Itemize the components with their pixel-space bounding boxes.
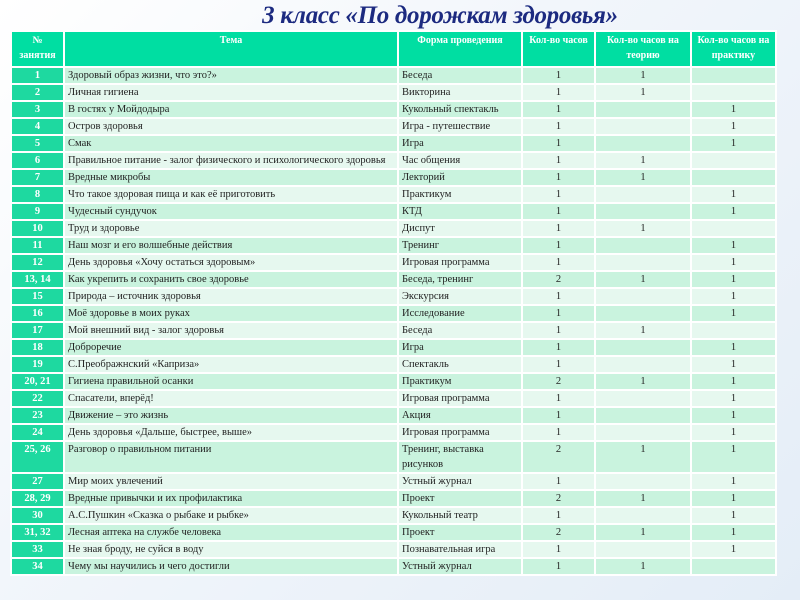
lesson-topic: Личная гигиена bbox=[64, 84, 398, 101]
lesson-form: Кукольный спектакль bbox=[398, 101, 522, 118]
header-number: № занятия bbox=[11, 31, 64, 67]
table-row bbox=[11, 237, 776, 254]
lesson-number: 23 bbox=[11, 407, 64, 424]
lesson-practice-hours bbox=[691, 169, 776, 186]
lesson-practice-hours: 1 bbox=[691, 135, 776, 152]
header-hours: Кол-во часов bbox=[522, 31, 595, 67]
lesson-topic: В гостях у Мойдодыра bbox=[64, 101, 398, 118]
lesson-number: 5 bbox=[11, 135, 64, 152]
lesson-form: Беседа bbox=[398, 322, 522, 339]
lesson-number: 13, 14 bbox=[11, 271, 64, 288]
lesson-form: КТД bbox=[398, 203, 522, 220]
lesson-form: Познавательная игра bbox=[398, 541, 522, 558]
lesson-theory-hours bbox=[595, 390, 691, 407]
lesson-form: Тренинг bbox=[398, 237, 522, 254]
lesson-theory-hours: 1 bbox=[595, 490, 691, 507]
lesson-hours: 1 bbox=[522, 322, 595, 339]
lesson-number: 6 bbox=[11, 152, 64, 169]
lesson-practice-hours: 1 bbox=[691, 339, 776, 356]
table-row bbox=[11, 407, 776, 424]
lesson-theory-hours: 1 bbox=[595, 84, 691, 101]
lesson-theory-hours: 1 bbox=[595, 524, 691, 541]
lesson-form: Викторина bbox=[398, 84, 522, 101]
lesson-number: 8 bbox=[11, 186, 64, 203]
table-row bbox=[11, 135, 776, 152]
lesson-topic: День здоровья «Хочу остаться здоровым» bbox=[64, 254, 398, 271]
lesson-hours: 1 bbox=[522, 101, 595, 118]
lesson-theory-hours bbox=[595, 203, 691, 220]
lesson-theory-hours bbox=[595, 305, 691, 322]
lesson-practice-hours: 1 bbox=[691, 373, 776, 390]
lesson-hours: 1 bbox=[522, 203, 595, 220]
lesson-number: 2 bbox=[11, 84, 64, 101]
lesson-form: Игра - путешествие bbox=[398, 118, 522, 135]
lesson-topic: Лесная аптека на службе человека bbox=[64, 524, 398, 541]
lesson-theory-hours bbox=[595, 118, 691, 135]
lesson-theory-hours bbox=[595, 473, 691, 490]
lesson-hours: 1 bbox=[522, 118, 595, 135]
lesson-practice-hours: 1 bbox=[691, 288, 776, 305]
table-row bbox=[11, 558, 776, 575]
lesson-form: Акция bbox=[398, 407, 522, 424]
lesson-hours: 1 bbox=[522, 67, 595, 84]
lesson-topic: Гигиена правильной осанки bbox=[64, 373, 398, 390]
lesson-number: 19 bbox=[11, 356, 64, 373]
lesson-practice-hours: 1 bbox=[691, 490, 776, 507]
lesson-theory-hours bbox=[595, 507, 691, 524]
lesson-number: 30 bbox=[11, 507, 64, 524]
lesson-practice-hours: 1 bbox=[691, 237, 776, 254]
lesson-practice-hours: 1 bbox=[691, 254, 776, 271]
lesson-number: 24 bbox=[11, 424, 64, 441]
lesson-theory-hours: 1 bbox=[595, 558, 691, 575]
lesson-form: Проект bbox=[398, 490, 522, 507]
lesson-form: Игра bbox=[398, 135, 522, 152]
table-row bbox=[11, 254, 776, 271]
lesson-form: Кукольный театр bbox=[398, 507, 522, 524]
lesson-form: Диспут bbox=[398, 220, 522, 237]
lesson-theory-hours: 1 bbox=[595, 152, 691, 169]
lesson-number: 11 bbox=[11, 237, 64, 254]
lesson-theory-hours: 1 bbox=[595, 67, 691, 84]
lesson-theory-hours: 1 bbox=[595, 220, 691, 237]
lesson-theory-hours: 1 bbox=[595, 169, 691, 186]
lesson-hours: 1 bbox=[522, 356, 595, 373]
lesson-number: 33 bbox=[11, 541, 64, 558]
lesson-number: 12 bbox=[11, 254, 64, 271]
lesson-form: Игра bbox=[398, 339, 522, 356]
table-row bbox=[11, 490, 776, 507]
lesson-theory-hours bbox=[595, 135, 691, 152]
lesson-hours: 1 bbox=[522, 424, 595, 441]
lesson-topic: Не зная броду, не суйся в воду bbox=[64, 541, 398, 558]
lesson-number: 1 bbox=[11, 67, 64, 84]
lesson-number: 3 bbox=[11, 101, 64, 118]
table-row bbox=[11, 541, 776, 558]
lesson-hours: 1 bbox=[522, 237, 595, 254]
table-row bbox=[11, 373, 776, 390]
lesson-hours: 2 bbox=[522, 441, 595, 473]
lesson-hours: 1 bbox=[522, 135, 595, 152]
lesson-practice-hours: 1 bbox=[691, 118, 776, 135]
lesson-hours: 1 bbox=[522, 339, 595, 356]
lesson-hours: 1 bbox=[522, 407, 595, 424]
lesson-hours: 2 bbox=[522, 271, 595, 288]
lesson-hours: 1 bbox=[522, 473, 595, 490]
lesson-number: 22 bbox=[11, 390, 64, 407]
lesson-practice-hours: 1 bbox=[691, 524, 776, 541]
table-row bbox=[11, 390, 776, 407]
lesson-plan-table bbox=[10, 30, 777, 576]
lesson-practice-hours bbox=[691, 84, 776, 101]
lesson-theory-hours bbox=[595, 339, 691, 356]
lesson-form: Проект bbox=[398, 524, 522, 541]
lesson-theory-hours: 1 bbox=[595, 322, 691, 339]
lesson-form: Исследование bbox=[398, 305, 522, 322]
table-row bbox=[11, 507, 776, 524]
lesson-topic: Разговор о правильном питании bbox=[64, 441, 398, 473]
table-row bbox=[11, 339, 776, 356]
lesson-form: Час общения bbox=[398, 152, 522, 169]
lesson-number: 27 bbox=[11, 473, 64, 490]
lesson-form: Игровая программа bbox=[398, 424, 522, 441]
lesson-theory-hours bbox=[595, 541, 691, 558]
lesson-form: Устный журнал bbox=[398, 473, 522, 490]
lesson-topic: Что такое здоровая пища и как её приготовить bbox=[64, 186, 398, 203]
lesson-number: 18 bbox=[11, 339, 64, 356]
table-row bbox=[11, 186, 776, 203]
lesson-practice-hours: 1 bbox=[691, 541, 776, 558]
lesson-practice-hours: 1 bbox=[691, 203, 776, 220]
lesson-form: Игровая программа bbox=[398, 390, 522, 407]
table-row bbox=[11, 356, 776, 373]
lesson-topic: Как укрепить и сохранить свое здоровье bbox=[64, 271, 398, 288]
lesson-form: Беседа, тренинг bbox=[398, 271, 522, 288]
lesson-practice-hours: 1 bbox=[691, 390, 776, 407]
header-topic: Тема bbox=[64, 31, 398, 67]
lesson-theory-hours bbox=[595, 186, 691, 203]
lesson-theory-hours: 1 bbox=[595, 373, 691, 390]
lesson-topic: Мой внешний вид - залог здоровья bbox=[64, 322, 398, 339]
lesson-topic: Вредные микробы bbox=[64, 169, 398, 186]
lesson-theory-hours: 1 bbox=[595, 441, 691, 473]
lesson-number: 15 bbox=[11, 288, 64, 305]
lesson-practice-hours: 1 bbox=[691, 407, 776, 424]
lesson-practice-hours: 1 bbox=[691, 441, 776, 473]
table-row bbox=[11, 524, 776, 541]
lesson-number: 34 bbox=[11, 558, 64, 575]
table-row bbox=[11, 322, 776, 339]
lesson-topic: Труд и здоровье bbox=[64, 220, 398, 237]
lesson-topic: Моё здоровье в моих руках bbox=[64, 305, 398, 322]
lesson-form: Устный журнал bbox=[398, 558, 522, 575]
lesson-topic: А.С.Пушкин «Сказка о рыбаке и рыбке» bbox=[64, 507, 398, 524]
lesson-form: Лекторий bbox=[398, 169, 522, 186]
lesson-number: 20, 21 bbox=[11, 373, 64, 390]
lesson-topic: Смак bbox=[64, 135, 398, 152]
lesson-number: 4 bbox=[11, 118, 64, 135]
lesson-practice-hours: 1 bbox=[691, 473, 776, 490]
lesson-practice-hours: 1 bbox=[691, 186, 776, 203]
lesson-topic: Доброречие bbox=[64, 339, 398, 356]
header-practice-hours: Кол-во часов на практику bbox=[691, 31, 776, 67]
lesson-form: Игровая программа bbox=[398, 254, 522, 271]
lesson-practice-hours bbox=[691, 152, 776, 169]
table-row bbox=[11, 271, 776, 288]
lesson-hours: 1 bbox=[522, 558, 595, 575]
lesson-form: Экскурсия bbox=[398, 288, 522, 305]
lesson-hours: 1 bbox=[522, 288, 595, 305]
lesson-number: 7 bbox=[11, 169, 64, 186]
table-row bbox=[11, 67, 776, 84]
lesson-form: Практикум bbox=[398, 373, 522, 390]
lesson-hours: 1 bbox=[522, 84, 595, 101]
lesson-theory-hours bbox=[595, 101, 691, 118]
lesson-hours: 2 bbox=[522, 490, 595, 507]
lesson-practice-hours: 1 bbox=[691, 507, 776, 524]
lesson-theory-hours bbox=[595, 407, 691, 424]
lesson-hours: 1 bbox=[522, 220, 595, 237]
lesson-practice-hours: 1 bbox=[691, 271, 776, 288]
table-row bbox=[11, 288, 776, 305]
lesson-number: 10 bbox=[11, 220, 64, 237]
lesson-number: 16 bbox=[11, 305, 64, 322]
lesson-hours: 1 bbox=[522, 169, 595, 186]
lesson-form: Спектакль bbox=[398, 356, 522, 373]
table-row bbox=[11, 473, 776, 490]
lesson-hours: 1 bbox=[522, 390, 595, 407]
lesson-number: 17 bbox=[11, 322, 64, 339]
lesson-theory-hours bbox=[595, 237, 691, 254]
lesson-number: 25, 26 bbox=[11, 441, 64, 473]
lesson-practice-hours bbox=[691, 322, 776, 339]
table-row bbox=[11, 441, 776, 473]
lesson-topic: Остров здоровья bbox=[64, 118, 398, 135]
lesson-topic: Здоровый образ жизни, что это?» bbox=[64, 67, 398, 84]
lesson-hours: 2 bbox=[522, 524, 595, 541]
table-row bbox=[11, 305, 776, 322]
lesson-practice-hours: 1 bbox=[691, 101, 776, 118]
lesson-topic: Мир моих увлечений bbox=[64, 473, 398, 490]
lesson-hours: 1 bbox=[522, 186, 595, 203]
lesson-theory-hours bbox=[595, 356, 691, 373]
lesson-topic: Природа – источник здоровья bbox=[64, 288, 398, 305]
header-form: Форма проведения bbox=[398, 31, 522, 67]
lesson-topic: День здоровья «Дальше, быстрее, выше» bbox=[64, 424, 398, 441]
lesson-topic: Движение – это жизнь bbox=[64, 407, 398, 424]
lesson-hours: 2 bbox=[522, 373, 595, 390]
lesson-topic: Чему мы научились и чего достигли bbox=[64, 558, 398, 575]
table-row bbox=[11, 152, 776, 169]
lesson-number: 9 bbox=[11, 203, 64, 220]
lesson-topic: Чудесный сундучок bbox=[64, 203, 398, 220]
lesson-theory-hours bbox=[595, 254, 691, 271]
lesson-theory-hours bbox=[595, 424, 691, 441]
lesson-form: Тренинг, выставка рисунков bbox=[398, 441, 522, 473]
page-title: 3 класс «По дорожкам здоровья» bbox=[262, 2, 618, 29]
table-row bbox=[11, 101, 776, 118]
lesson-hours: 1 bbox=[522, 507, 595, 524]
table-row bbox=[11, 424, 776, 441]
table-row bbox=[11, 203, 776, 220]
lesson-topic: Наш мозг и его волшебные действия bbox=[64, 237, 398, 254]
lesson-practice-hours: 1 bbox=[691, 424, 776, 441]
table-row bbox=[11, 84, 776, 101]
lesson-number: 31, 32 bbox=[11, 524, 64, 541]
lesson-hours: 1 bbox=[522, 305, 595, 322]
table-header-row bbox=[11, 31, 776, 67]
table-row bbox=[11, 118, 776, 135]
table-row bbox=[11, 220, 776, 237]
lesson-practice-hours bbox=[691, 67, 776, 84]
lesson-hours: 1 bbox=[522, 152, 595, 169]
lesson-hours: 1 bbox=[522, 254, 595, 271]
lesson-practice-hours bbox=[691, 558, 776, 575]
lesson-form: Беседа bbox=[398, 67, 522, 84]
lesson-practice-hours: 1 bbox=[691, 356, 776, 373]
lesson-theory-hours bbox=[595, 288, 691, 305]
lesson-form: Практикум bbox=[398, 186, 522, 203]
table-row bbox=[11, 169, 776, 186]
lesson-topic: С.Преображнский «Каприза» bbox=[64, 356, 398, 373]
lesson-theory-hours: 1 bbox=[595, 271, 691, 288]
lesson-hours: 1 bbox=[522, 541, 595, 558]
header-theory-hours: Кол-во часов на теорию bbox=[595, 31, 691, 67]
lesson-topic: Вредные привычки и их профилактика bbox=[64, 490, 398, 507]
lesson-number: 28, 29 bbox=[11, 490, 64, 507]
lesson-practice-hours: 1 bbox=[691, 305, 776, 322]
lesson-topic: Правильное питание - залог физического и психологического здоровья bbox=[64, 152, 398, 169]
lesson-practice-hours bbox=[691, 220, 776, 237]
lesson-topic: Спасатели, вперёд! bbox=[64, 390, 398, 407]
